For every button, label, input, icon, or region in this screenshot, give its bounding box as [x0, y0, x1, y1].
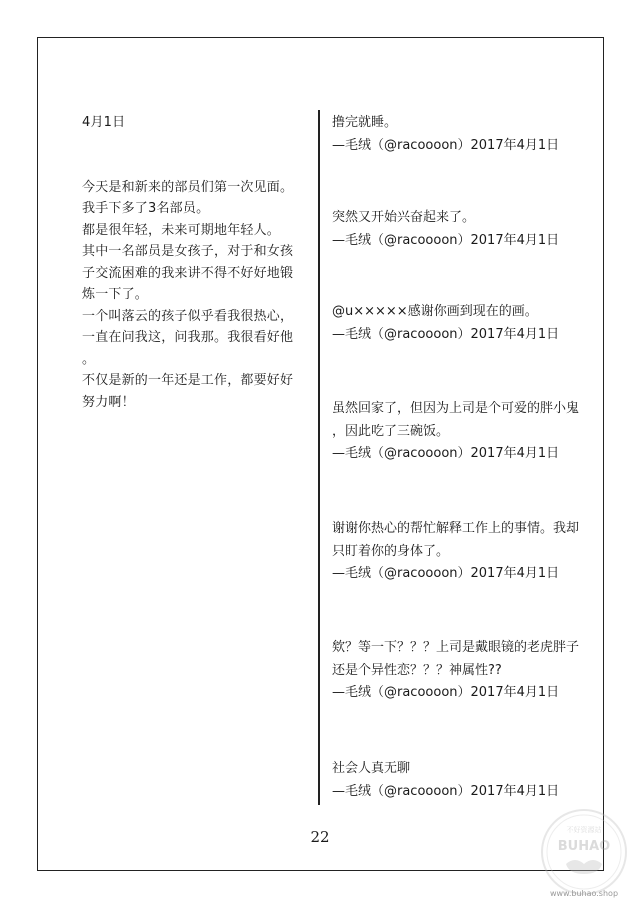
diary-line: 一直在问我这，问我那。我很看好他	[82, 330, 294, 345]
tweet-text: 还是个异性恋？？？神属性??	[332, 662, 502, 678]
tweet-text: 撸完就睡。	[332, 115, 398, 130]
tweet-text: 虽然回家了，但因为上司是个可爱的胖小鬼	[332, 401, 580, 416]
tweet-entry	[332, 112, 598, 157]
tweet-signature: —毛绒（@racoooon）2017年4月1日	[332, 446, 560, 461]
tweet-text: 只盯着你的身体了。	[332, 543, 450, 559]
tweet-entry	[332, 758, 598, 803]
watermark-top-text: 不好资源站	[566, 826, 602, 834]
diary-date: 4月1日	[82, 115, 126, 130]
page-number: 22	[310, 828, 330, 846]
tweet-text: 突然又开始兴奋起来了。	[332, 210, 476, 225]
tweet-text: 谢谢你热心的帮忙解释工作上的事情。我却	[332, 521, 580, 536]
tweet-signature: —毛绒（@racoooon）2017年4月1日	[332, 566, 560, 581]
tweet-entry	[332, 207, 598, 252]
tweet-text: @u×××××感谢你画到现在的画。	[332, 304, 538, 319]
tweet-text: 社会人真无聊	[332, 761, 411, 776]
diary-line: 炼一下了。	[82, 287, 149, 302]
tweet-signature: —毛绒（@racoooon）2017年4月1日	[332, 783, 560, 799]
tweet-entry	[332, 637, 598, 705]
tweet-signature: —毛绒（@racoooon）2017年4月1日	[332, 685, 560, 700]
diary-line: 努力啊！	[82, 394, 135, 410]
diary-line: 都是很年轻，未来可期地年轻人。	[82, 222, 281, 238]
diary-line: 子交流困难的我来讲不得不好好地锻	[82, 265, 294, 281]
tweet-signature: —毛绒（@racoooon）2017年4月1日	[332, 137, 560, 153]
watermark-url: www.buhao.shop	[549, 889, 619, 898]
tweet-entry	[332, 398, 598, 466]
diary-line: 。	[82, 351, 96, 367]
column-divider	[318, 110, 320, 805]
mustache-icon	[566, 860, 602, 874]
diary-line: 我手下多了3名部员。	[82, 201, 210, 216]
diary-line: 不仅是新的一年还是工作，都要好好	[82, 373, 294, 388]
diary-line: 一个叫落云的孩子似乎看我很热心，	[82, 308, 294, 324]
tweet-signature: —毛绒（@racoooon）2017年4月1日	[332, 232, 560, 248]
tweet-text: 欸？等一下？？？上司是戴眼镜的老虎胖子	[332, 640, 580, 655]
diary-line: 其中一名部员是女孩子，对于和女孩	[82, 244, 294, 259]
tweet-entry	[332, 301, 598, 346]
watermark-logo	[536, 806, 632, 902]
diary-column	[82, 112, 310, 413]
tweet-signature: —毛绒（@racoooon）2017年4月1日	[332, 326, 560, 342]
watermark-brand: BUHAO	[557, 839, 611, 854]
tweet-text: ，因此吃了三碗饭。	[332, 423, 450, 439]
diary-line: 今天是和新来的部员们第一次见面。	[82, 179, 294, 195]
tweet-entry	[332, 518, 598, 586]
